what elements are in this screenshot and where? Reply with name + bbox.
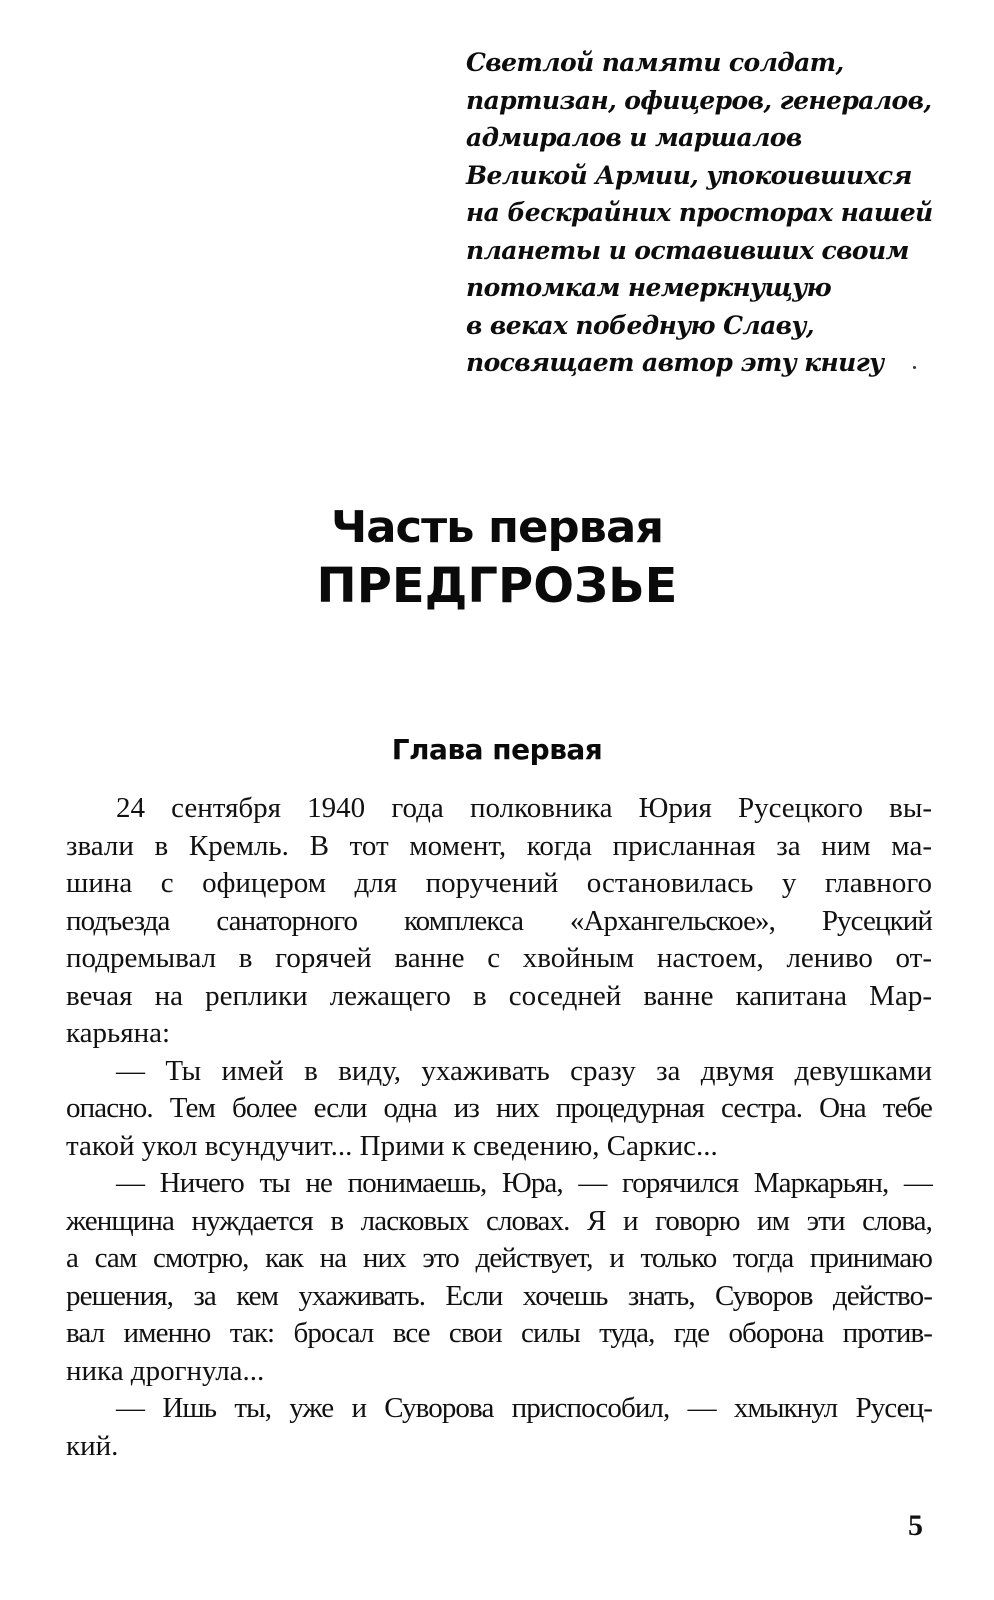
dedication-line: потомкам немеркнущую (466, 273, 832, 302)
dedication-line: на бескрайних просторах нашей (466, 198, 933, 227)
chapter-body-text (66, 790, 932, 1465)
part-heading (0, 500, 994, 616)
dedication-line: Великой Армии, упокоившихся (466, 160, 912, 190)
part-title: ПРЕДГРОЗЬЕ (316, 558, 678, 614)
text-line: вал именно так: бросал все свои силы туда, где оборона против- (66, 1317, 932, 1349)
text-line: — Ты имей в виду, ухаживать сразу за двумя девушками (116, 1054, 932, 1087)
text-line: 24 сентября 1940 года полковника Юрия Русецкого вы- (116, 792, 932, 824)
text-line: такой укол всундучит... Прими к сведению, Саркис... (66, 1129, 718, 1162)
text-line: ника дрогнула... (66, 1354, 265, 1387)
dedication-line: партизан, офицеров, генералов, (466, 85, 932, 115)
text-line: решения, за кем ухаживать. Если хочешь знать, Суворов действо- (66, 1279, 932, 1312)
dedication-line: адмиралов и маршалов (466, 123, 802, 152)
chapter-title: Глава первая (391, 733, 603, 766)
text-line: кий. (66, 1429, 119, 1462)
text-line: карьяна: (66, 1017, 171, 1049)
text-line: а сам смотрю, как на них это действует, и только тогда принимаю (66, 1242, 932, 1274)
dedication-epigraph (466, 44, 966, 382)
part-label: Часть первая (330, 502, 664, 553)
dedication-line: Светлой памяти солдат, (466, 48, 844, 77)
text-line: шина с офицером для поручений остановилась у главного (66, 867, 932, 899)
text-line: подъезда санаторного комплекса «Архангельское», Русецкий (66, 904, 932, 937)
text-line: вечая на реплики лежащего в соседней ванне капитана Мар- (66, 979, 932, 1012)
text-line: — Ничего ты не понимаешь, Юра, — горячился Маркарьян, — (116, 1167, 932, 1199)
text-line: звали в Кремль. В тот момент, когда присланная за ним ма- (66, 829, 932, 862)
dedication-line: посвящает автор эту книгу (466, 348, 884, 377)
text-line: подремывал в горячей ванне с хвойным настоем, лениво от- (66, 942, 932, 974)
print-speck (913, 366, 916, 369)
text-line: — Ишь ты, уже и Суворова приспособил, — хмыкнул Русец- (116, 1392, 932, 1424)
dedication-line: в веках победную Славу, (466, 310, 814, 340)
text-line: опасно. Тем более если одна из них процедурная сестра. Она тебе (66, 1092, 932, 1124)
text-line: женщина нуждается в ласковых словах. Я и говорю им эти слова, (66, 1204, 932, 1237)
dedication-line: планеты и оставивших своим (466, 235, 909, 265)
page-number: 5 (908, 1509, 923, 1542)
